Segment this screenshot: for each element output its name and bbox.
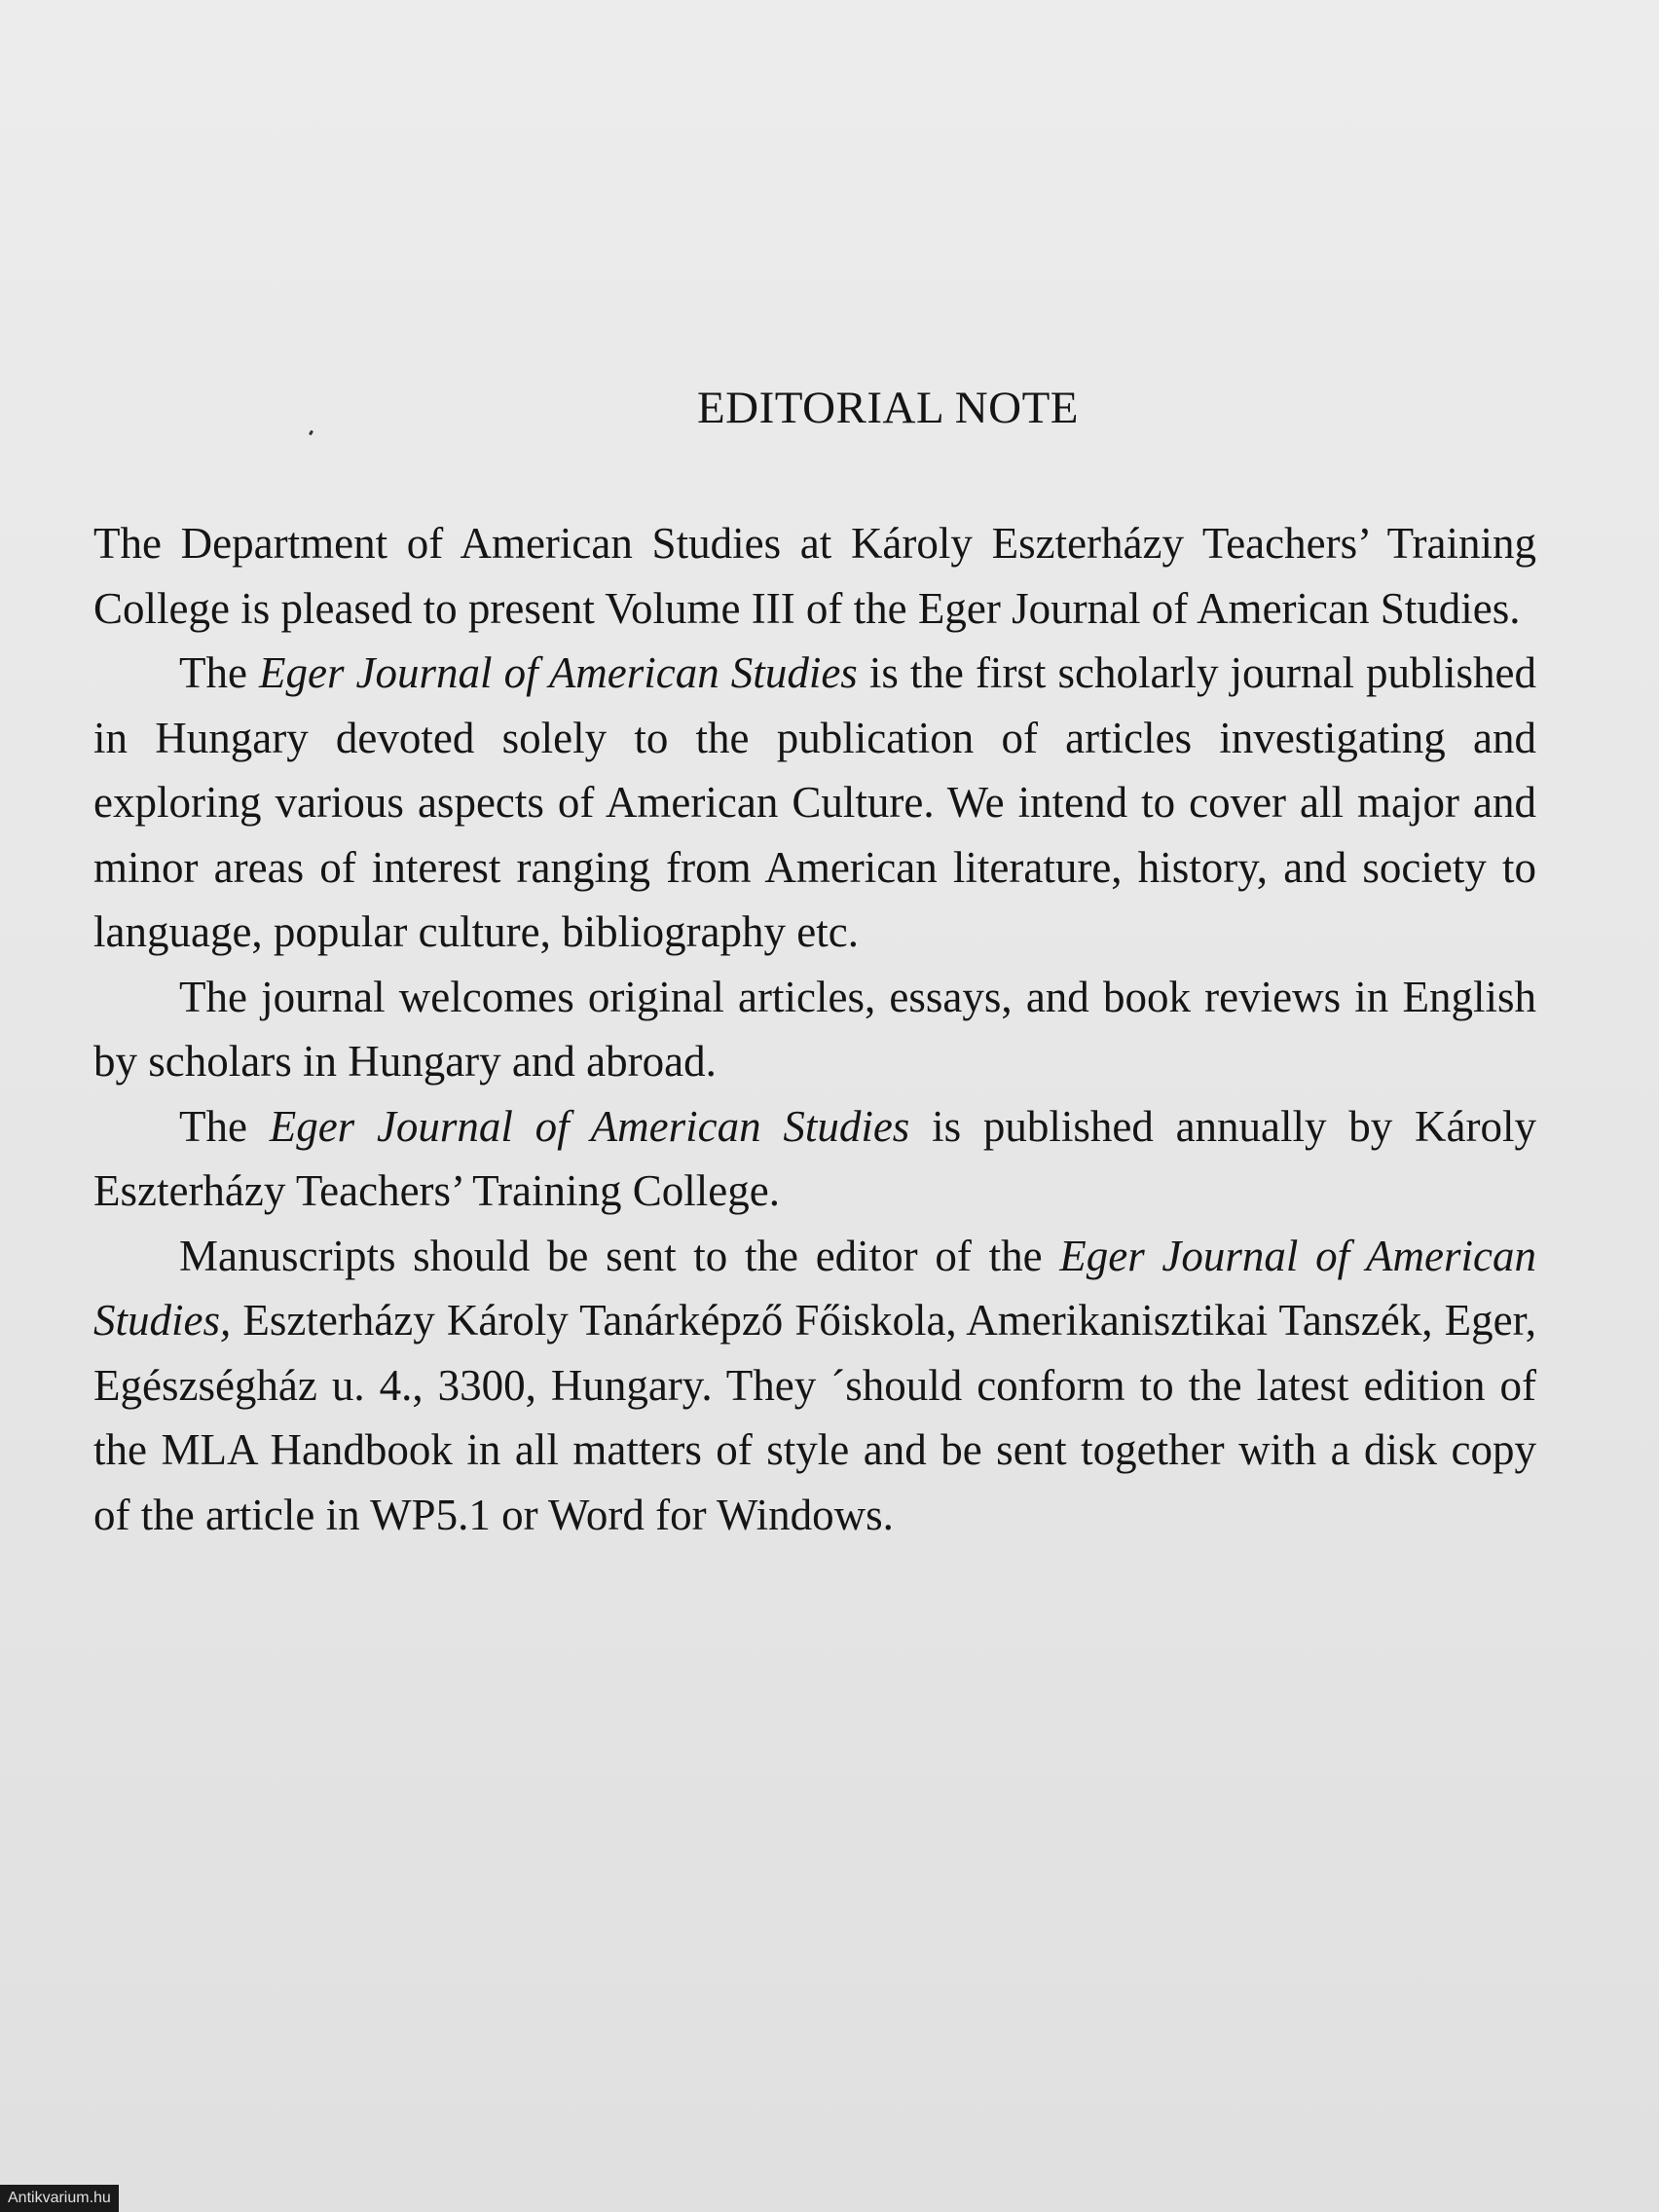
page-title: EDITORIAL NOTE [696,383,1080,433]
paragraph-intro: The Department of American Studies at Károly Eszterházy Teachers’ Training College is pleased to present Volume III of the Eger Journal of American Studies. [93,519,1536,633]
paragraph-journal-scope: The Eger Journal of American Studies is the first scholarly journal published in Hungary devoted solely to the publication of articles investigating and exploring various aspects of American Culture. We intend to cover all major and minor areas of interest ranging from American literature, history, and society to language, popular culture, bibliography etc. [93,648,1536,956]
paragraph-manuscripts: Manuscripts should be sent to the editor of the Eger Journal of American Studies, Eszterházy Károly Tanárképző Főiskola, Amerikanisztikai Tanszék, Eger, Egészségház u. 4., 3300, Hungary. They ´should conform to the latest edition of the MLA Handbook in all matters of style and be sent together with a disk copy of the article in WP5.1 or Word for Windows. [93,1231,1536,1539]
source-watermark: Antikvarium.hu [0,2185,119,2212]
editorial-body [93,511,1536,1547]
paragraph-publication-frequency: The Eger Journal of American Studies is published annually by Károly Eszterházy Teachers’ Training College. [93,1101,1536,1215]
paragraph-submissions-welcome: The journal welcomes original articles, essays, and book reviews in English by scholars in Hungary and abroad. [93,972,1536,1086]
